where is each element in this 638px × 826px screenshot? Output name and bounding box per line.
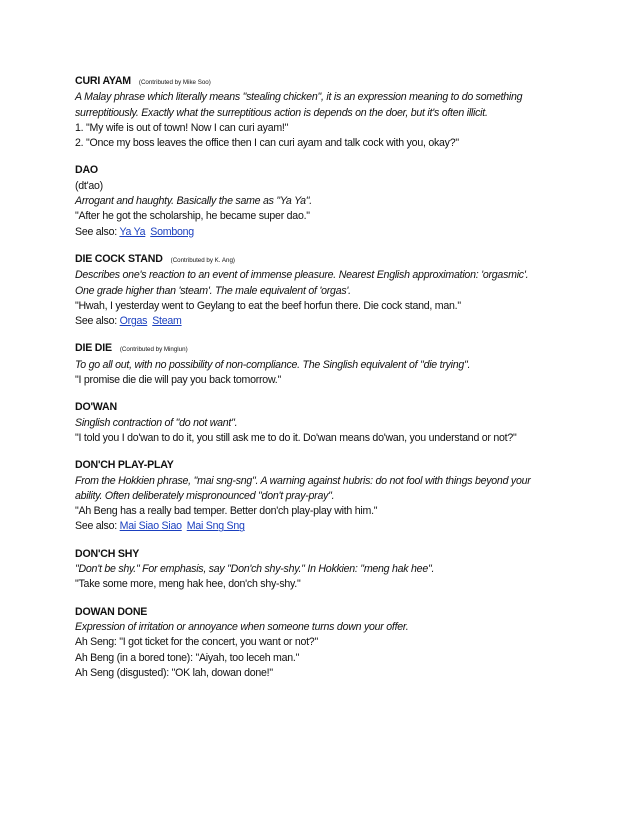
entry-heading bbox=[75, 252, 575, 268]
definition-line: "Don't be shy." For emphasis, say "Don'ch shy-shy." In Hokkien: "meng hak hee". bbox=[75, 563, 435, 576]
example-line: "After he got the scholarship, he became super dao." bbox=[75, 210, 310, 223]
term: DAO bbox=[75, 164, 98, 177]
example-line: "I told you I do'wan to do it, you still ask me to do it. Do'wan means do'wan, you understand or not?" bbox=[75, 431, 517, 444]
see-also-label: See also: bbox=[75, 225, 117, 238]
definition-line: Describes one's reaction to an event of immense pleasure. Nearest English approximation: 'orgasmic'. bbox=[75, 269, 529, 282]
definition-line: To go all out, with no possibility of non-compliance. The Singlish equivalent of "die trying". bbox=[75, 358, 471, 371]
entry-donch-shy bbox=[75, 547, 575, 593]
entry-die-die bbox=[75, 341, 575, 388]
definition-line: Expression of irritation or annoyance when someone turns down your offer. bbox=[75, 620, 409, 633]
definition-line: From the Hokkien phrase, "mai sng-sng". A warning against hubris: do not fool with things beyond your bbox=[75, 474, 531, 487]
see-also-link-mai-sng-sng[interactable]: Mai Sng Sng bbox=[186, 520, 245, 533]
term: DIE DIE bbox=[75, 342, 112, 355]
entry-die-cock-stand bbox=[75, 252, 575, 329]
entry-heading bbox=[75, 163, 575, 178]
definition-line: Singlish contraction of "do not want". bbox=[75, 416, 238, 429]
example-line: "Ah Beng has a really bad temper. Better don'ch play-play with him." bbox=[75, 505, 378, 518]
term: DON'CH SHY bbox=[75, 547, 140, 560]
entry-dowan bbox=[75, 400, 575, 446]
term: DO'WAN bbox=[75, 401, 117, 414]
entry-dowan-done bbox=[75, 605, 575, 681]
term: DON'CH PLAY-PLAY bbox=[75, 459, 174, 472]
see-also-link-sombong[interactable]: Sombong bbox=[150, 225, 194, 238]
entry-donch-play-play bbox=[75, 458, 575, 534]
entry-heading bbox=[75, 74, 575, 90]
see-also bbox=[75, 314, 575, 329]
document-page bbox=[75, 74, 575, 693]
contributor-note: (Contributed by Minglun) bbox=[119, 346, 188, 354]
example-line: Ah Seng (disgusted): "OK lah, dowan done!" bbox=[75, 666, 273, 679]
see-also-link-orgas[interactable]: Orgas bbox=[119, 315, 148, 328]
see-also bbox=[75, 225, 575, 240]
entry-heading bbox=[75, 458, 575, 473]
definition-line: One grade higher than 'steam'. The male equivalent of 'orgas'. bbox=[75, 284, 351, 297]
see-also-link-steam[interactable]: Steam bbox=[152, 315, 182, 328]
pronunciation: (dt'ao) bbox=[75, 179, 103, 192]
entry-dao bbox=[75, 163, 575, 239]
entry-heading bbox=[75, 547, 575, 562]
term: DIE COCK STAND bbox=[75, 252, 163, 265]
entry-heading bbox=[75, 605, 575, 620]
contributor-note: (Contributed by Mike Soo) bbox=[138, 79, 211, 86]
term: CURI AYAM bbox=[75, 75, 131, 87]
definition-line: surreptitiously. Exactly what the surreptitious action is depends on the doer, but it's often illicit. bbox=[75, 106, 488, 119]
example-line: 1. "My wife is out of town! Now I can curi ayam!" bbox=[75, 121, 289, 134]
see-also-link-ya-ya[interactable]: Ya Ya bbox=[119, 225, 146, 238]
example-line: "Hwah, I yesterday went to Geylang to eat the beef horfun there. Die cock stand, man." bbox=[75, 299, 461, 312]
see-also bbox=[75, 519, 575, 534]
example-line: Ah Seng: "I got ticket for the concert, you want or not?" bbox=[75, 636, 318, 649]
example-line: "I promise die die will pay you back tomorrow." bbox=[75, 374, 281, 387]
definition-line: ability. Often deliberately mispronounced "don't pray-pray". bbox=[75, 489, 335, 502]
see-also-link-mai-siao-siao[interactable]: Mai Siao Siao bbox=[119, 520, 182, 533]
see-also-label: See also: bbox=[75, 315, 117, 328]
example-line: 2. "Once my boss leaves the office then I can curi ayam and talk cock with you, okay?" bbox=[75, 137, 459, 150]
term: DOWAN DONE bbox=[75, 605, 148, 618]
definition-line: Arrogant and haughty. Basically the same as "Ya Ya". bbox=[75, 195, 312, 208]
example-line: "Take some more, meng hak hee, don'ch shy-shy." bbox=[75, 578, 301, 591]
example-line: Ah Beng (in a bored tone): "Aiyah, too leceh man." bbox=[75, 651, 300, 664]
entry-heading bbox=[75, 400, 575, 415]
see-also-label: See also: bbox=[75, 520, 117, 533]
entry-curi-ayam bbox=[75, 74, 575, 151]
entry-heading bbox=[75, 341, 575, 357]
contributor-note: (Contributed by K. Ang) bbox=[170, 256, 235, 264]
definition-line: A Malay phrase which literally means "stealing chicken", it is an expression meaning to do something bbox=[75, 91, 523, 104]
